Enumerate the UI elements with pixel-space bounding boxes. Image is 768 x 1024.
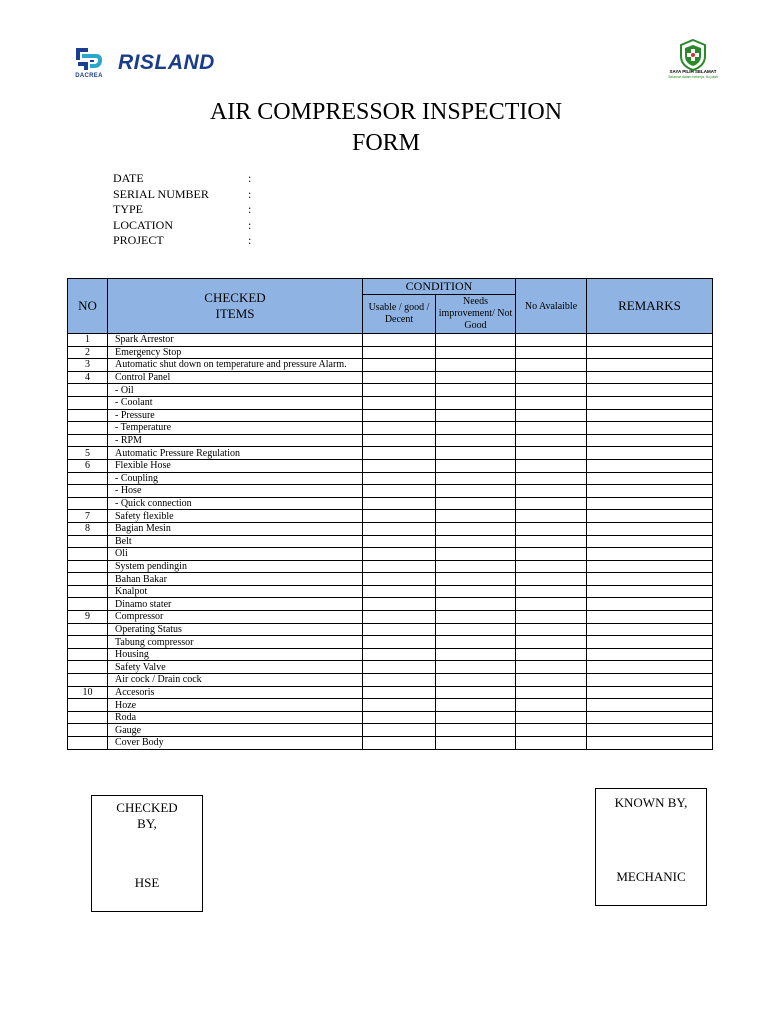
table-row	[68, 535, 713, 548]
table-row	[68, 648, 713, 661]
cell-remarks[interactable]	[587, 497, 713, 510]
header-remarks: REMARKS	[587, 279, 713, 334]
cell-usable[interactable]	[363, 611, 436, 624]
table-row	[68, 674, 713, 687]
table-row	[68, 724, 713, 737]
row-number	[68, 674, 108, 687]
header-condition: CONDITION	[363, 279, 516, 295]
cell-usable[interactable]	[363, 409, 436, 422]
cell-remarks[interactable]	[587, 384, 713, 397]
cell-needs-improvement[interactable]	[436, 447, 516, 460]
table-row	[68, 573, 713, 586]
table-row	[68, 737, 713, 750]
cell-not-available[interactable]	[516, 359, 587, 372]
row-item: - Quick connection	[108, 497, 363, 510]
table-row	[68, 396, 713, 409]
cell-usable[interactable]	[363, 598, 436, 611]
info-colon: :	[248, 171, 252, 185]
known-by-box	[595, 788, 707, 906]
cell-not-available[interactable]	[516, 711, 587, 724]
cell-remarks[interactable]	[587, 522, 713, 535]
info-colon: :	[248, 218, 252, 232]
cell-not-available[interactable]	[516, 535, 587, 548]
table-row	[68, 497, 713, 510]
cell-remarks[interactable]	[587, 711, 713, 724]
cell-not-available[interactable]	[516, 661, 587, 674]
cell-not-available[interactable]	[516, 459, 587, 472]
cell-usable[interactable]	[363, 686, 436, 699]
cell-needs-improvement[interactable]	[436, 359, 516, 372]
row-item: Bagian Mesin	[108, 522, 363, 535]
row-item: Housing	[108, 648, 363, 661]
cell-remarks[interactable]	[587, 359, 713, 372]
cell-remarks[interactable]	[587, 548, 713, 561]
row-item: - Temperature	[108, 422, 363, 435]
page-title-line1: AIR COMPRESSOR INSPECTION	[209, 99, 563, 125]
cell-needs-improvement[interactable]	[436, 548, 516, 561]
cell-remarks[interactable]	[587, 371, 713, 384]
header-usable: Usable / good / Decent	[363, 295, 436, 334]
row-number: 1	[68, 334, 108, 347]
row-item: Emergency Stop	[108, 346, 363, 359]
cell-not-available[interactable]	[516, 409, 587, 422]
info-colon: :	[248, 202, 252, 216]
cell-usable[interactable]	[363, 371, 436, 384]
table-row	[68, 334, 713, 347]
cell-needs-improvement[interactable]	[436, 371, 516, 384]
cell-not-available[interactable]	[516, 472, 587, 485]
cell-usable[interactable]	[363, 396, 436, 409]
table-row	[68, 661, 713, 674]
table-row	[68, 686, 713, 699]
row-item: Accesoris	[108, 686, 363, 699]
cell-remarks[interactable]	[587, 623, 713, 636]
cell-needs-improvement[interactable]	[436, 611, 516, 624]
cell-not-available[interactable]	[516, 674, 587, 687]
cell-needs-improvement[interactable]	[436, 522, 516, 535]
row-number: 2	[68, 346, 108, 359]
cell-remarks[interactable]	[587, 737, 713, 750]
row-number	[68, 560, 108, 573]
page-title-line2: FORM	[351, 130, 421, 156]
info-colon: :	[248, 233, 252, 247]
cell-remarks[interactable]	[587, 447, 713, 460]
table-row	[68, 548, 713, 561]
table-row	[68, 699, 713, 712]
cell-remarks[interactable]	[587, 636, 713, 649]
table-row	[68, 422, 713, 435]
cell-needs-improvement[interactable]	[436, 661, 516, 674]
cell-usable[interactable]	[363, 661, 436, 674]
info-label-location: LOCATION	[113, 218, 173, 232]
row-item: Cover Body	[108, 737, 363, 750]
cell-remarks[interactable]	[587, 409, 713, 422]
cell-needs-improvement[interactable]	[436, 737, 516, 750]
row-number	[68, 472, 108, 485]
cell-needs-improvement[interactable]	[436, 573, 516, 586]
cell-remarks[interactable]	[587, 535, 713, 548]
row-item: Belt	[108, 535, 363, 548]
inspection-table-body	[68, 334, 713, 750]
table-row	[68, 434, 713, 447]
cell-remarks[interactable]	[587, 573, 713, 586]
cell-usable[interactable]	[363, 623, 436, 636]
table-row	[68, 560, 713, 573]
info-label-serial-number: SERIAL NUMBER	[113, 187, 209, 201]
dacrea-logo-text: DACREA	[75, 73, 103, 79]
checked-by-label-line1: CHECKED	[116, 800, 178, 815]
cell-remarks[interactable]	[587, 334, 713, 347]
row-number: 3	[68, 359, 108, 372]
cell-needs-improvement[interactable]	[436, 674, 516, 687]
cell-needs-improvement[interactable]	[436, 334, 516, 347]
cell-needs-improvement[interactable]	[436, 409, 516, 422]
known-by-role: MECHANIC	[616, 869, 686, 884]
row-number	[68, 434, 108, 447]
cell-needs-improvement[interactable]	[436, 686, 516, 699]
cell-not-available[interactable]	[516, 648, 587, 661]
row-number	[68, 548, 108, 561]
cell-usable[interactable]	[363, 522, 436, 535]
cell-remarks[interactable]	[587, 611, 713, 624]
row-item: Tabung compressor	[108, 636, 363, 649]
cell-not-available[interactable]	[516, 724, 587, 737]
cell-not-available[interactable]	[516, 573, 587, 586]
row-item: - Coolant	[108, 396, 363, 409]
cell-remarks[interactable]	[587, 422, 713, 435]
cell-usable[interactable]	[363, 548, 436, 561]
cell-needs-improvement[interactable]	[436, 396, 516, 409]
risland-logo: RISLAND	[118, 51, 215, 74]
cell-not-available[interactable]	[516, 623, 587, 636]
cell-usable[interactable]	[363, 485, 436, 498]
row-number	[68, 573, 108, 586]
cell-usable[interactable]	[363, 636, 436, 649]
row-number: 10	[68, 686, 108, 699]
cell-usable[interactable]	[363, 434, 436, 447]
info-label-type: TYPE	[113, 202, 143, 216]
info-colon: :	[248, 187, 252, 201]
table-row	[68, 346, 713, 359]
cell-not-available[interactable]	[516, 334, 587, 347]
cell-needs-improvement[interactable]	[436, 472, 516, 485]
cell-usable[interactable]	[363, 384, 436, 397]
cell-not-available[interactable]	[516, 611, 587, 624]
row-item: Safety Valve	[108, 661, 363, 674]
cell-needs-improvement[interactable]	[436, 598, 516, 611]
cell-remarks[interactable]	[587, 346, 713, 359]
row-number	[68, 535, 108, 548]
cell-usable[interactable]	[363, 497, 436, 510]
cell-remarks[interactable]	[587, 585, 713, 598]
cell-remarks[interactable]	[587, 485, 713, 498]
table-row	[68, 522, 713, 535]
row-number	[68, 384, 108, 397]
row-number	[68, 648, 108, 661]
cell-usable[interactable]	[363, 346, 436, 359]
cell-not-available[interactable]	[516, 384, 587, 397]
row-item: - Hose	[108, 485, 363, 498]
table-row	[68, 623, 713, 636]
cell-needs-improvement[interactable]	[436, 384, 516, 397]
cell-usable[interactable]	[363, 459, 436, 472]
row-item: Flexible Hose	[108, 459, 363, 472]
cell-needs-improvement[interactable]	[436, 648, 516, 661]
cell-needs-improvement[interactable]	[436, 510, 516, 523]
cell-needs-improvement[interactable]	[436, 497, 516, 510]
table-row	[68, 510, 713, 523]
cell-remarks[interactable]	[587, 472, 713, 485]
cell-not-available[interactable]	[516, 396, 587, 409]
row-item: Automatic shut down on temperature and pressure Alarm.	[108, 359, 363, 372]
cell-needs-improvement[interactable]	[436, 485, 516, 498]
table-row	[68, 384, 713, 397]
cell-usable[interactable]	[363, 648, 436, 661]
cell-remarks[interactable]	[587, 674, 713, 687]
cell-needs-improvement[interactable]	[436, 724, 516, 737]
page-title	[0, 97, 768, 159]
cell-needs-improvement[interactable]	[436, 459, 516, 472]
table-row	[68, 472, 713, 485]
row-item: Automatic Pressure Regulation	[108, 447, 363, 460]
table-row	[68, 359, 713, 372]
row-number	[68, 699, 108, 712]
cell-usable[interactable]	[363, 585, 436, 598]
cell-not-available[interactable]	[516, 485, 587, 498]
inspection-table	[67, 278, 713, 750]
row-item: Compressor	[108, 611, 363, 624]
cell-not-available[interactable]	[516, 636, 587, 649]
safety-logo-text: SAYA PILIH SELAMAT	[669, 69, 717, 74]
row-item: Knalpot	[108, 585, 363, 598]
cell-not-available[interactable]	[516, 548, 587, 561]
cell-usable[interactable]	[363, 359, 436, 372]
cell-remarks[interactable]	[587, 686, 713, 699]
row-number	[68, 711, 108, 724]
cell-usable[interactable]	[363, 422, 436, 435]
cell-usable[interactable]	[363, 674, 436, 687]
row-number: 4	[68, 371, 108, 384]
cell-needs-improvement[interactable]	[436, 623, 516, 636]
cell-needs-improvement[interactable]	[436, 434, 516, 447]
cell-not-available[interactable]	[516, 447, 587, 460]
cell-usable[interactable]	[363, 510, 436, 523]
row-item: - Coupling	[108, 472, 363, 485]
row-item: Operating Status	[108, 623, 363, 636]
cell-not-available[interactable]	[516, 585, 587, 598]
row-number	[68, 636, 108, 649]
row-number	[68, 485, 108, 498]
table-row	[68, 459, 713, 472]
row-item: Bahan Bakar	[108, 573, 363, 586]
cell-not-available[interactable]	[516, 522, 587, 535]
cell-not-available[interactable]	[516, 560, 587, 573]
row-item: Spark Arrestor	[108, 334, 363, 347]
cell-usable[interactable]	[363, 724, 436, 737]
row-number	[68, 422, 108, 435]
row-number	[68, 409, 108, 422]
cell-usable[interactable]	[363, 447, 436, 460]
row-number	[68, 585, 108, 598]
row-item: Gauge	[108, 724, 363, 737]
cell-not-available[interactable]	[516, 699, 587, 712]
cell-needs-improvement[interactable]	[436, 535, 516, 548]
cell-needs-improvement[interactable]	[436, 560, 516, 573]
cell-not-available[interactable]	[516, 686, 587, 699]
cell-not-available[interactable]	[516, 371, 587, 384]
cell-needs-improvement[interactable]	[436, 711, 516, 724]
row-number	[68, 623, 108, 636]
checked-by-label-line2: BY,	[137, 816, 157, 831]
row-item: - Oil	[108, 384, 363, 397]
cell-not-available[interactable]	[516, 497, 587, 510]
cell-not-available[interactable]	[516, 346, 587, 359]
cell-needs-improvement[interactable]	[436, 422, 516, 435]
cell-needs-improvement[interactable]	[436, 585, 516, 598]
header-checked-line1: CHECKED	[204, 290, 266, 305]
cell-usable[interactable]	[363, 560, 436, 573]
cell-usable[interactable]	[363, 334, 436, 347]
row-item: - RPM	[108, 434, 363, 447]
checked-by-box	[91, 795, 203, 912]
table-row	[68, 585, 713, 598]
cell-usable[interactable]	[363, 573, 436, 586]
row-number	[68, 396, 108, 409]
header-needs-improvement: Needs improvement/ Not Good	[436, 295, 516, 334]
row-item: Roda	[108, 711, 363, 724]
table-row	[68, 447, 713, 460]
cell-usable[interactable]	[363, 711, 436, 724]
row-item: Hoze	[108, 699, 363, 712]
cell-remarks[interactable]	[587, 661, 713, 674]
cell-remarks[interactable]	[587, 724, 713, 737]
table-row	[68, 711, 713, 724]
cell-remarks[interactable]	[587, 396, 713, 409]
cell-remarks[interactable]	[587, 434, 713, 447]
row-item: Dinamo stater	[108, 598, 363, 611]
table-row	[68, 371, 713, 384]
cell-usable[interactable]	[363, 737, 436, 750]
cell-not-available[interactable]	[516, 510, 587, 523]
cell-remarks[interactable]	[587, 510, 713, 523]
info-label-date: DATE	[113, 171, 144, 185]
table-row	[68, 409, 713, 422]
cell-not-available[interactable]	[516, 422, 587, 435]
cell-usable[interactable]	[363, 472, 436, 485]
header-not-available: No Avalaible	[516, 279, 587, 334]
safety-logo-subtext: Selamat dalam bekerja, itu pasti	[668, 75, 718, 79]
checked-by-role: HSE	[134, 875, 160, 890]
row-item: System pendingin	[108, 560, 363, 573]
table-row	[68, 485, 713, 498]
table-row	[68, 636, 713, 649]
cell-remarks[interactable]	[587, 598, 713, 611]
header-checked-line2: ITEMS	[215, 306, 255, 321]
cell-not-available[interactable]	[516, 737, 587, 750]
row-number: 7	[68, 510, 108, 523]
cell-remarks[interactable]	[587, 459, 713, 472]
row-number: 9	[68, 611, 108, 624]
info-label-project: PROJECT	[113, 233, 164, 247]
cell-usable[interactable]	[363, 535, 436, 548]
row-item: Air cock / Drain cock	[108, 674, 363, 687]
cell-not-available[interactable]	[516, 434, 587, 447]
row-number	[68, 661, 108, 674]
row-item: Oli	[108, 548, 363, 561]
header-checked-items	[108, 279, 363, 334]
cell-needs-improvement[interactable]	[436, 636, 516, 649]
cell-remarks[interactable]	[587, 560, 713, 573]
row-number: 8	[68, 522, 108, 535]
row-number: 6	[68, 459, 108, 472]
header-no: NO	[68, 279, 108, 334]
row-number	[68, 724, 108, 737]
row-item: Control Panel	[108, 371, 363, 384]
row-number	[68, 598, 108, 611]
row-number: 5	[68, 447, 108, 460]
table-row	[68, 598, 713, 611]
cell-usable[interactable]	[363, 699, 436, 712]
cell-remarks[interactable]	[587, 648, 713, 661]
cell-remarks[interactable]	[587, 699, 713, 712]
row-number	[68, 497, 108, 510]
cell-not-available[interactable]	[516, 598, 587, 611]
cell-needs-improvement[interactable]	[436, 699, 516, 712]
table-row	[68, 611, 713, 624]
row-item: - Pressure	[108, 409, 363, 422]
row-number	[68, 737, 108, 750]
known-by-label: KNOWN BY,	[614, 795, 688, 810]
row-item: Safety flexible	[108, 510, 363, 523]
cell-needs-improvement[interactable]	[436, 346, 516, 359]
